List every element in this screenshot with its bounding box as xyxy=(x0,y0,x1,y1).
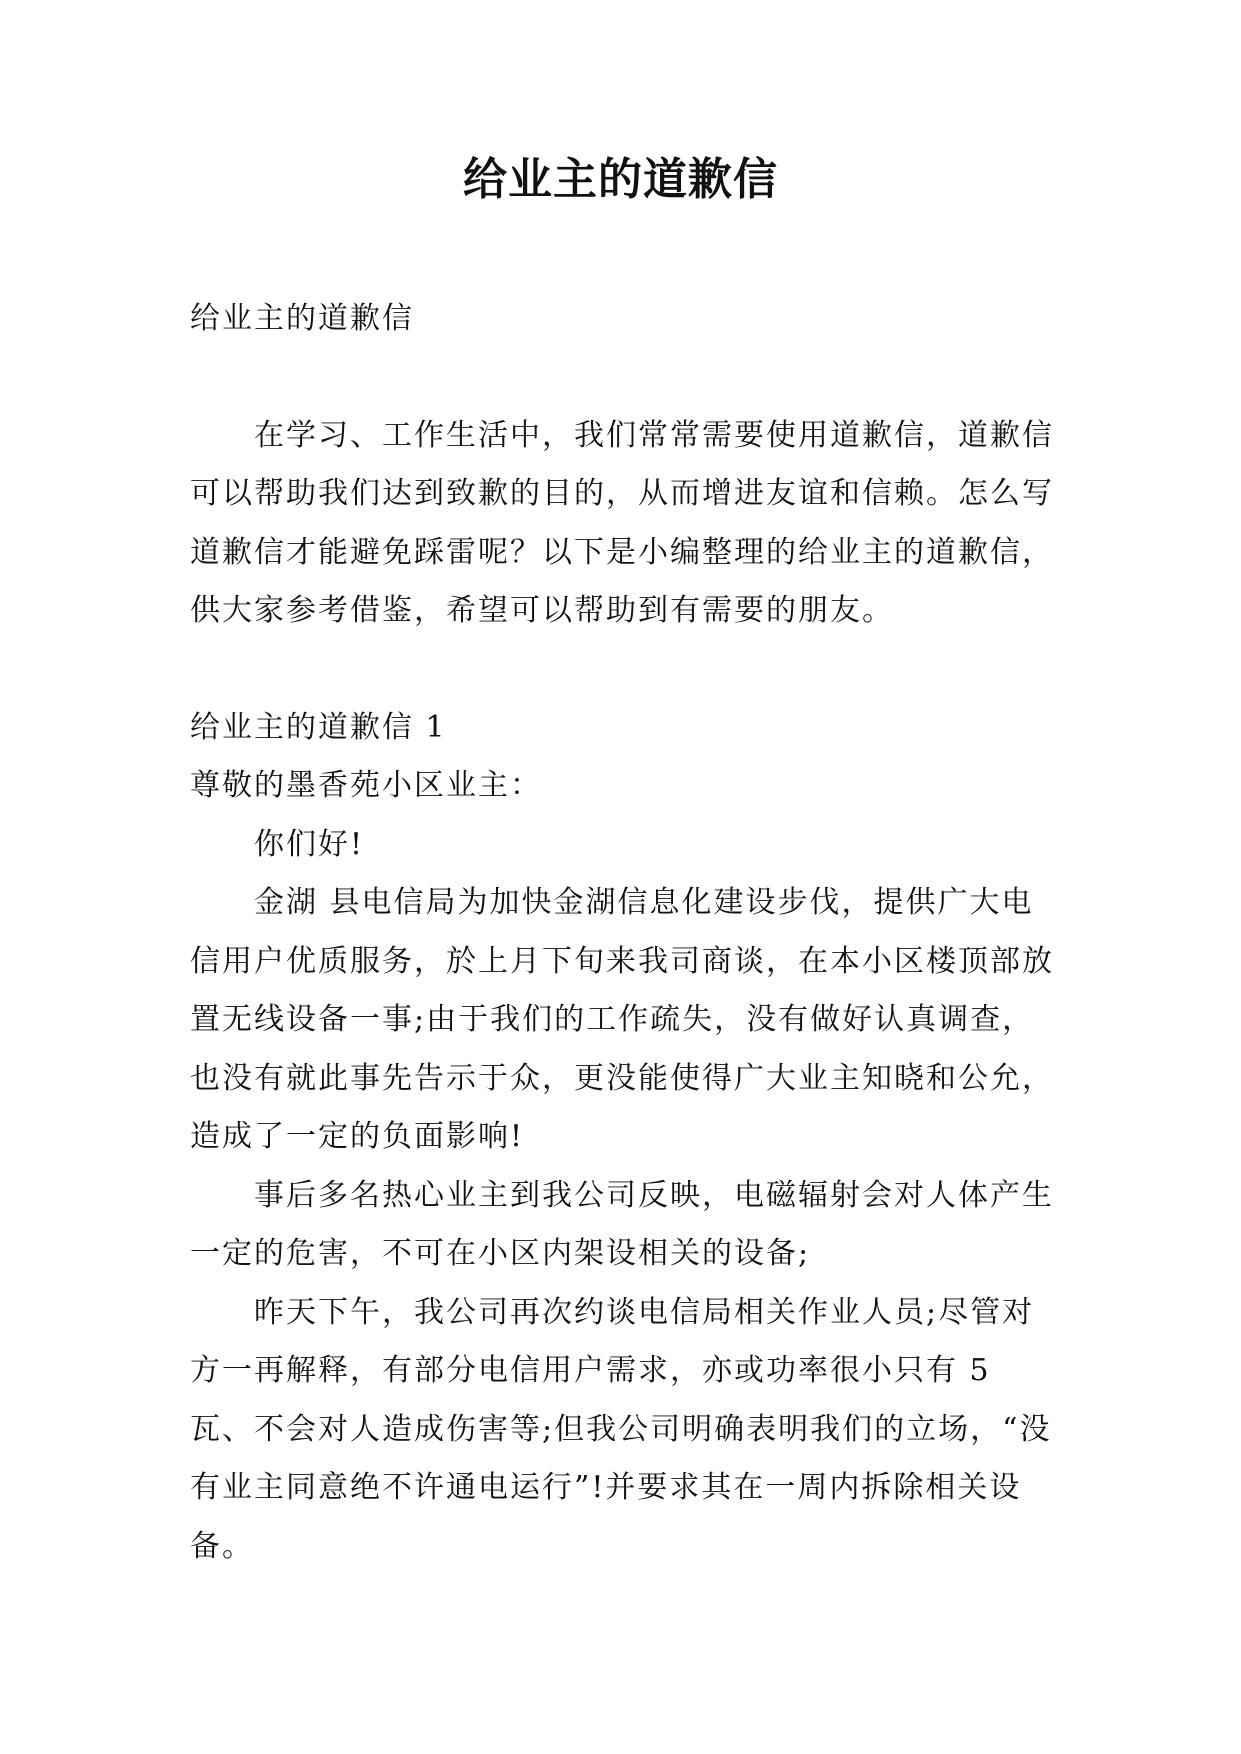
document-body xyxy=(190,290,1060,1576)
letter-paragraph: 事后多名热心业主到我公司反映，电磁辐射会对人体产生一定的危害，不可在小区内架设相关的设备; xyxy=(190,1177,1054,1271)
letter-heading: 给业主的道歉信 1 xyxy=(190,709,447,745)
letter-paragraph: 金湖 县电信局为加快金湖信息化建设步伐，提供广大电信用户优质服务，於上月下旬来我司商谈，在本小区楼顶部放置无线设备一事;由于我们的工作疏失，没有做好认真调查，也没有就此事先告示于众，更没能使得广大业主知晓和公允，造成了一定的负面影响! xyxy=(190,885,1054,1154)
document-subtitle: 给业主的道歉信 xyxy=(190,301,414,336)
intro-paragraph: 在学习、工作生活中，我们常常需要使用道歉信，道歉信可以帮助我们达到致歉的目的，从而增进友谊和信赖。怎么写道歉信才能避免踩雷呢？以下是小编整理的给业主的道歉信，供大家参考借鉴，希望可以帮助到有需要的朋友。 xyxy=(190,417,1054,628)
document-title: 给业主的道歉信 xyxy=(463,154,778,205)
spacer xyxy=(190,641,1060,699)
letter-paragraph: 昨天下午，我公司再次约谈电信局相关作业人员;尽管对方一再解释，有部分电信用户需求，亦或功率很小只有 5 瓦、不会对人造成伤害等;但我公司明确表明我们的立场，“没有业主同意绝不许通电运行”!并要求其在一周内拆除相关设备。 xyxy=(190,1294,1052,1564)
spacer xyxy=(190,349,1060,407)
letter-greeting: 你们好! xyxy=(254,826,365,862)
letter-salutation: 尊敬的墨香苑小区业主： xyxy=(190,768,542,803)
